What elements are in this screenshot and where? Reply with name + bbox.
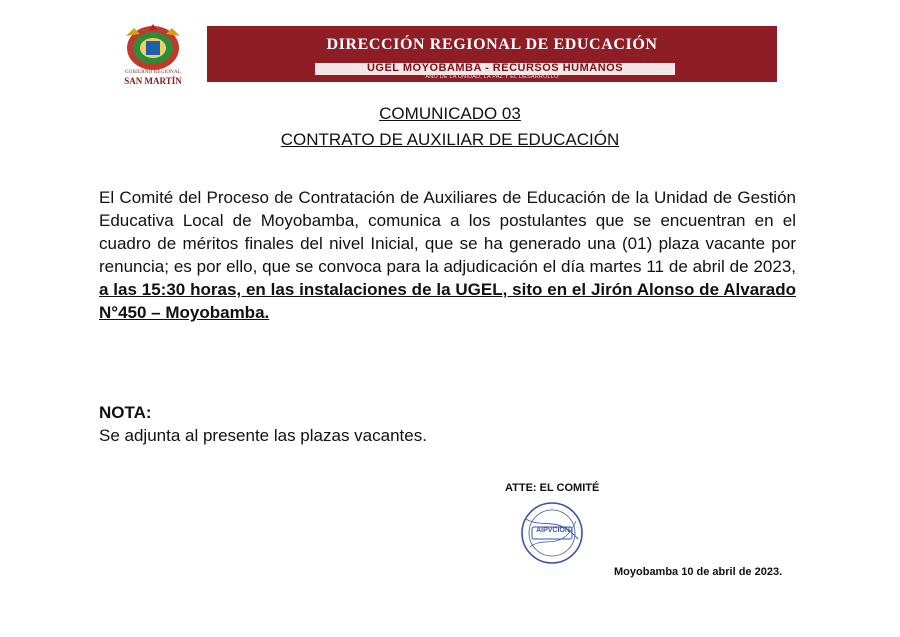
note-label: NOTA: — [99, 403, 152, 422]
note-text: Se adjunta al presente las plazas vacantes. — [99, 426, 427, 445]
logo-caption-line-1: GOBIERNO REGIONAL — [124, 70, 182, 75]
document-title: COMUNICADO 03 — [379, 104, 521, 123]
banner-subtitle: UGEL MOYOBAMBA - RECURSOS HUMANOS — [366, 62, 624, 74]
banner-title: DIRECCIÓN REGIONAL DE EDUCACIÓN — [326, 36, 658, 53]
header-banner — [207, 26, 777, 82]
document-date: Moyobamba 10 de abril de 2023. — [614, 566, 783, 578]
document-subtitle: CONTRATO DE AUXILIAR DE EDUCACIÓN — [280, 130, 620, 149]
logo-caption — [112, 70, 194, 86]
logo-caption-line-2: SAN MARTÍN — [124, 76, 182, 86]
body-paragraph — [99, 186, 796, 324]
body-emphasis-text: a las 15:30 horas, en las instalaciones de la UGEL, sito en el Jirón Alonso de Alvarado N°450 – Moyobamba. — [99, 280, 796, 322]
stamp-text: AIPVCION — [536, 527, 570, 534]
body-plain-text: El Comité del Proceso de Contratación de Auxiliares de Educación de la Unidad de Gestión Educativa Local de Moyobamba, comunica a los postulantes que se encuentran en el cuadro de méritos finales del nivel Inicial, que se ha generado una (01) plaza vacante por renuncia; es por ello, que se convoca para la adjudicación el día martes 11 de abril de 2023, — [99, 188, 796, 276]
signature-line: ATTE: EL COMITÉ — [505, 482, 600, 494]
banner-motto: "AÑO DE LA UNIDAD, LA PAZ Y EL DESARROLLO" — [423, 74, 561, 80]
